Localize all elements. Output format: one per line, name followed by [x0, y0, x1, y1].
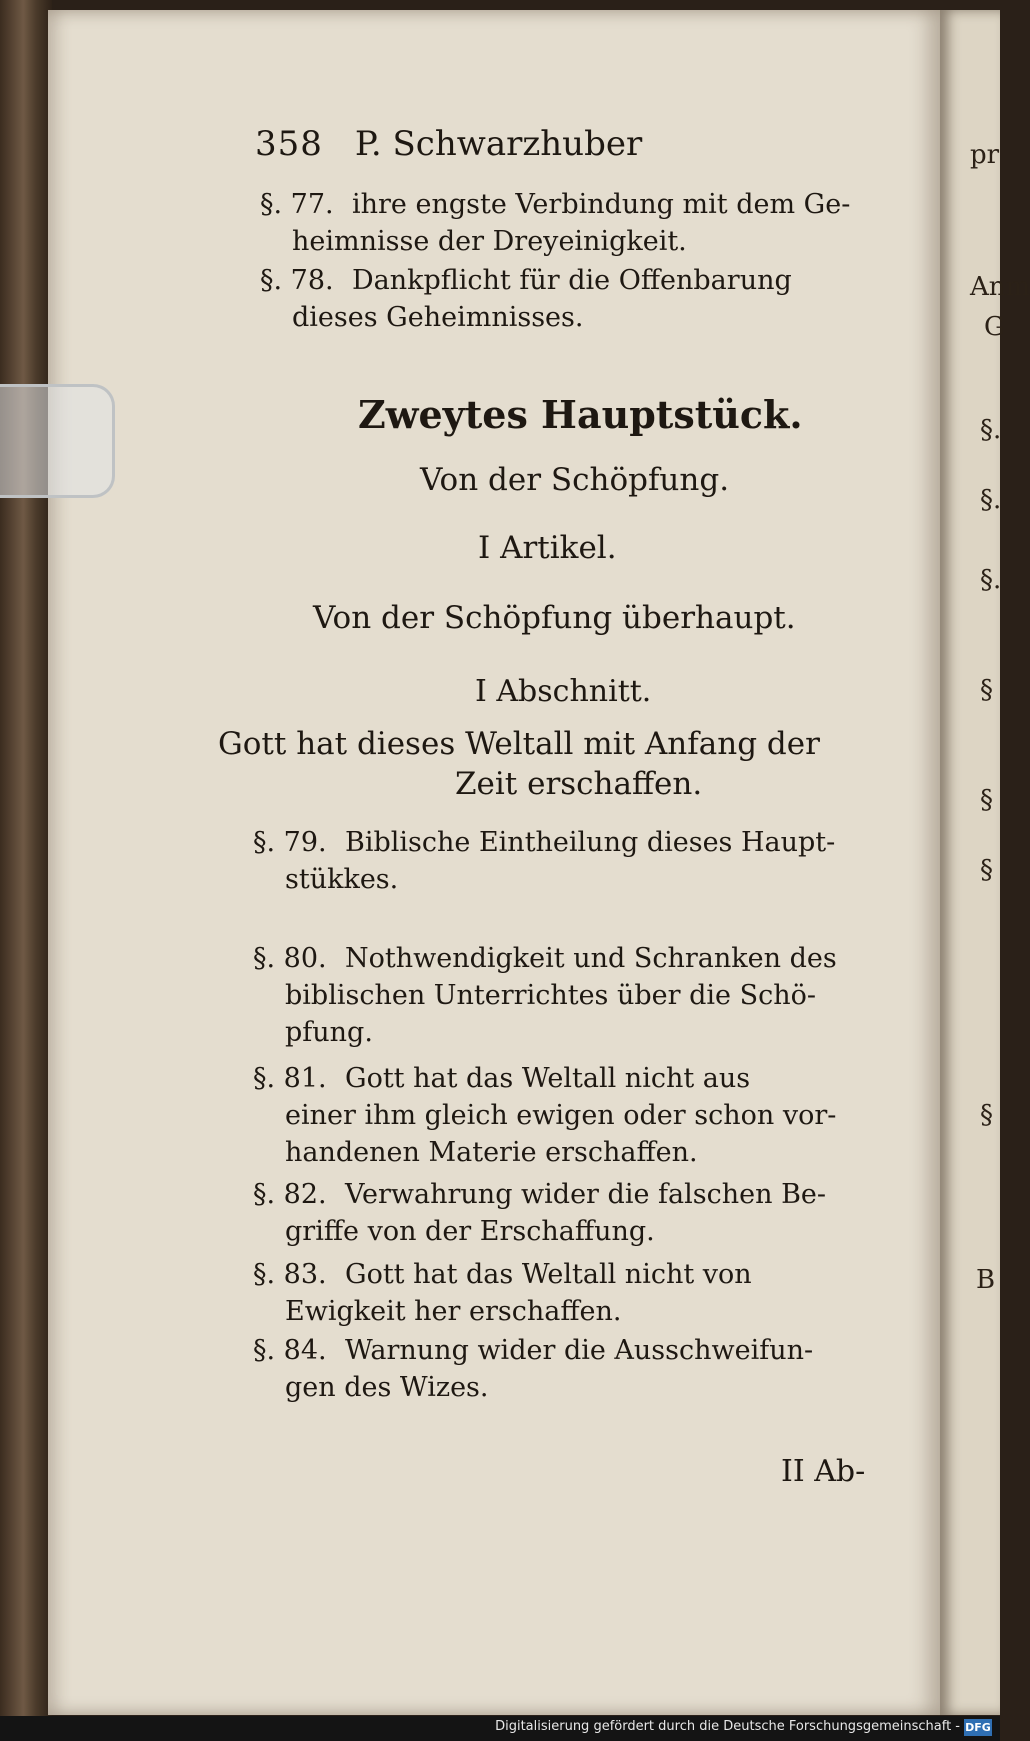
page-marker-clip: [0, 384, 115, 498]
toc-entry: [253, 1176, 826, 1250]
toc-entry: [253, 1256, 752, 1330]
next-page-fragment: pr: [970, 140, 1000, 170]
toc-entry: [253, 1332, 813, 1406]
article-title: I Artikel.: [478, 530, 617, 566]
toc-entry: [253, 1060, 836, 1171]
section-number: §. 84.: [253, 1335, 327, 1366]
entry-line: biblischen Unterrichtes über die Schö-: [285, 980, 816, 1011]
next-page-fragment: §: [980, 675, 993, 705]
next-page-fragment: §: [980, 1100, 993, 1130]
section-number: §. 83.: [253, 1259, 327, 1290]
running-head: P. Schwarzhuber: [354, 124, 643, 164]
entry-line: heimnisse der Dreyeinigkeit.: [292, 226, 687, 257]
entry-line: dieses Geheimnisses.: [292, 302, 584, 333]
entry-line: einer ihm gleich ewigen oder schon vor-: [285, 1100, 837, 1131]
funding-notice: Digitalisierung gefördert durch die Deutsche Forschungsgemeinschaft -: [495, 1719, 960, 1734]
chapter-subtitle: Von der Schöpfung.: [420, 462, 730, 498]
toc-entry: [260, 262, 792, 336]
next-page-fragment: B: [976, 1265, 996, 1295]
section-number: §. 78.: [260, 265, 334, 296]
chapter-title: Zweytes Hauptstück.: [358, 392, 803, 437]
entry-line: Gott hat das Weltall nicht aus: [345, 1063, 751, 1094]
section-title: I Abschnitt.: [475, 674, 652, 709]
toc-entry: [253, 940, 837, 1051]
next-page-edge: [940, 10, 1030, 1715]
entry-line: handenen Materie erschaffen.: [285, 1137, 698, 1168]
book-page: [48, 10, 940, 1715]
catchword: II Ab-: [781, 1454, 866, 1489]
section-number: §. 79.: [253, 827, 327, 858]
entry-line: gen des Wizes.: [285, 1372, 489, 1403]
section-number: §. 80.: [253, 943, 327, 974]
entry-line: pfung.: [285, 1017, 373, 1048]
next-page-fragment: Anm: [970, 272, 1030, 302]
book-edge: [0, 0, 52, 1741]
entry-line: griffe von der Erschaffung.: [285, 1216, 655, 1247]
section-number: §. 81.: [253, 1063, 327, 1094]
entry-line: Nothwendigkeit und Schranken des: [345, 943, 837, 974]
footer-bar: [0, 1716, 1000, 1741]
entry-line: Warnung wider die Ausschweifun-: [345, 1335, 814, 1366]
dfg-logo: DFG: [965, 1721, 991, 1734]
page-number: 358: [255, 124, 323, 164]
section-number: §. 82.: [253, 1179, 327, 1210]
article-subtitle: Von der Schöpfung überhaupt.: [313, 600, 796, 636]
next-page-fragment: §: [980, 855, 993, 885]
next-page-fragment: §.: [980, 565, 1002, 595]
entry-line: ihre engste Verbindung mit dem Ge-: [352, 189, 851, 220]
entry-line: Verwahrung wider die falschen Be-: [345, 1179, 827, 1210]
next-page-fragment: G: [984, 312, 1005, 342]
section-number: §. 77.: [260, 189, 334, 220]
section-subtitle-line: Zeit erschaffen.: [455, 766, 703, 802]
entry-line: Ewigkeit her erschaffen.: [285, 1296, 622, 1327]
running-header: [255, 124, 705, 164]
entry-line: Gott hat das Weltall nicht von: [345, 1259, 752, 1290]
next-page-fragment: §: [980, 785, 993, 815]
toc-entry: [260, 186, 850, 260]
section-subtitle-line: Gott hat dieses Weltall mit Anfang der: [218, 726, 820, 762]
toc-entry: [253, 824, 835, 898]
next-page-fragment: §.: [980, 415, 1002, 445]
next-page-fragment: §.: [980, 485, 1002, 515]
entry-line: Biblische Eintheilung dieses Haupt-: [345, 827, 836, 858]
entry-line: Dankpflicht für die Offenbarung: [352, 265, 792, 296]
entry-line: stükkes.: [285, 864, 399, 895]
